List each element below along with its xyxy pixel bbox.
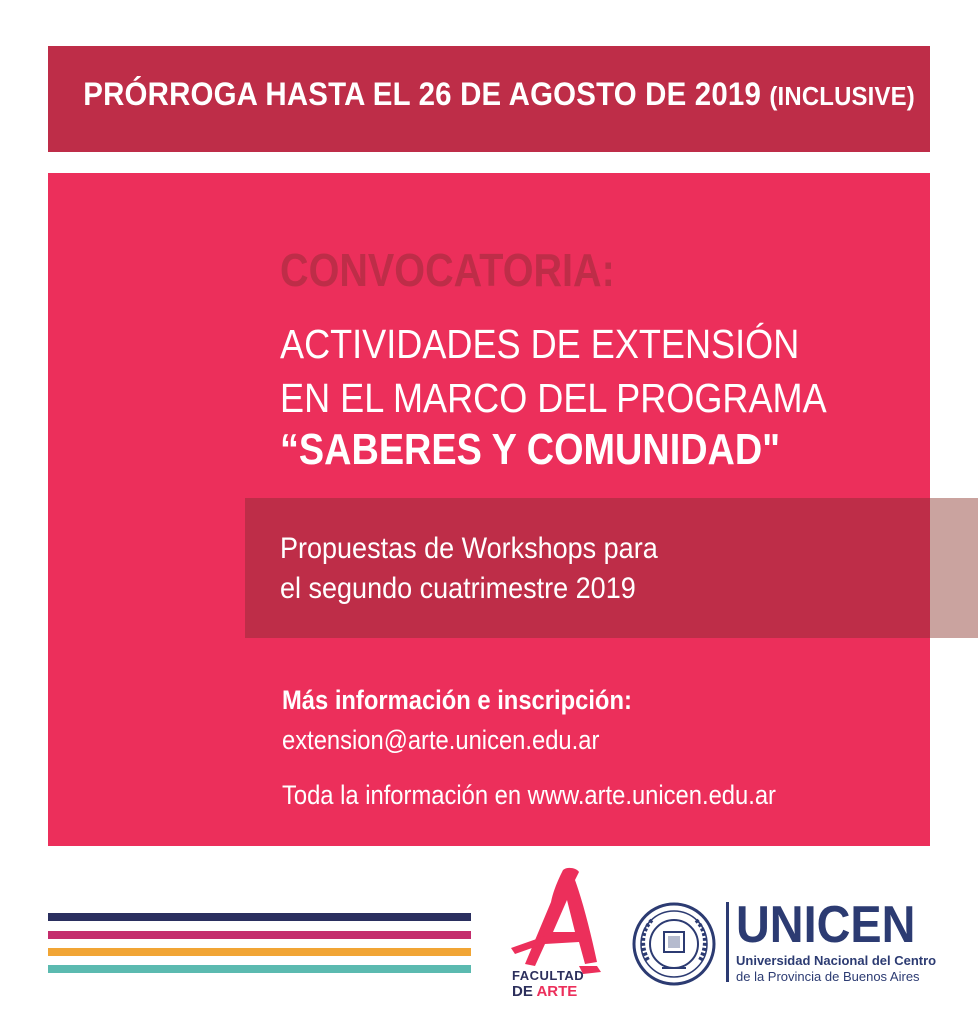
- stripe-teal: [48, 965, 471, 973]
- stripe-navy: [48, 913, 471, 921]
- unicen-wordmark: UNICEN: [736, 896, 916, 954]
- deadline-banner: [48, 46, 930, 152]
- workshop-line-1: Propuestas de Workshops para: [280, 532, 658, 565]
- website-text[interactable]: Toda la información en www.arte.unicen.edu.ar: [282, 780, 776, 810]
- stripe-magenta: [48, 931, 471, 939]
- arte-logo-arte: ARTE: [536, 983, 578, 1000]
- workshop-line-2: el segundo cuatrimestre 2019: [280, 572, 636, 605]
- stripe-orange: [48, 948, 471, 956]
- unicen-subtitle-1: Universidad Nacional del Centro: [736, 953, 937, 968]
- info-title: Más información e inscripción:: [282, 685, 632, 715]
- convocatoria-label: CONVOCATORIA:: [280, 244, 615, 296]
- deadline-note: (INCLUSIVE): [769, 81, 915, 111]
- arte-logo-de: DE: [512, 983, 537, 1000]
- heading-line-1: ACTIVIDADES DE EXTENSIÓN: [280, 321, 800, 367]
- arte-logo-line-2: [512, 983, 577, 1000]
- unicen-subtitle-2: de la Provincia de Buenos Aires: [736, 969, 920, 984]
- deadline-main: PRÓRROGA HASTA EL 26 DE AGOSTO DE 2019: [83, 76, 762, 112]
- unicen-divider: [726, 902, 729, 982]
- workshop-band: [245, 498, 930, 638]
- arte-logo-line-1: FACULTAD: [512, 968, 585, 983]
- workshop-band-edge: [930, 498, 978, 638]
- contact-email[interactable]: extension@arte.unicen.edu.ar: [282, 725, 600, 755]
- university-seal-icon: [632, 902, 716, 986]
- program-name: “SABERES Y COMUNIDAD": [280, 425, 781, 474]
- heading-line-2: EN EL MARCO DEL PROGRAMA: [280, 375, 827, 421]
- deadline-text: [83, 76, 915, 113]
